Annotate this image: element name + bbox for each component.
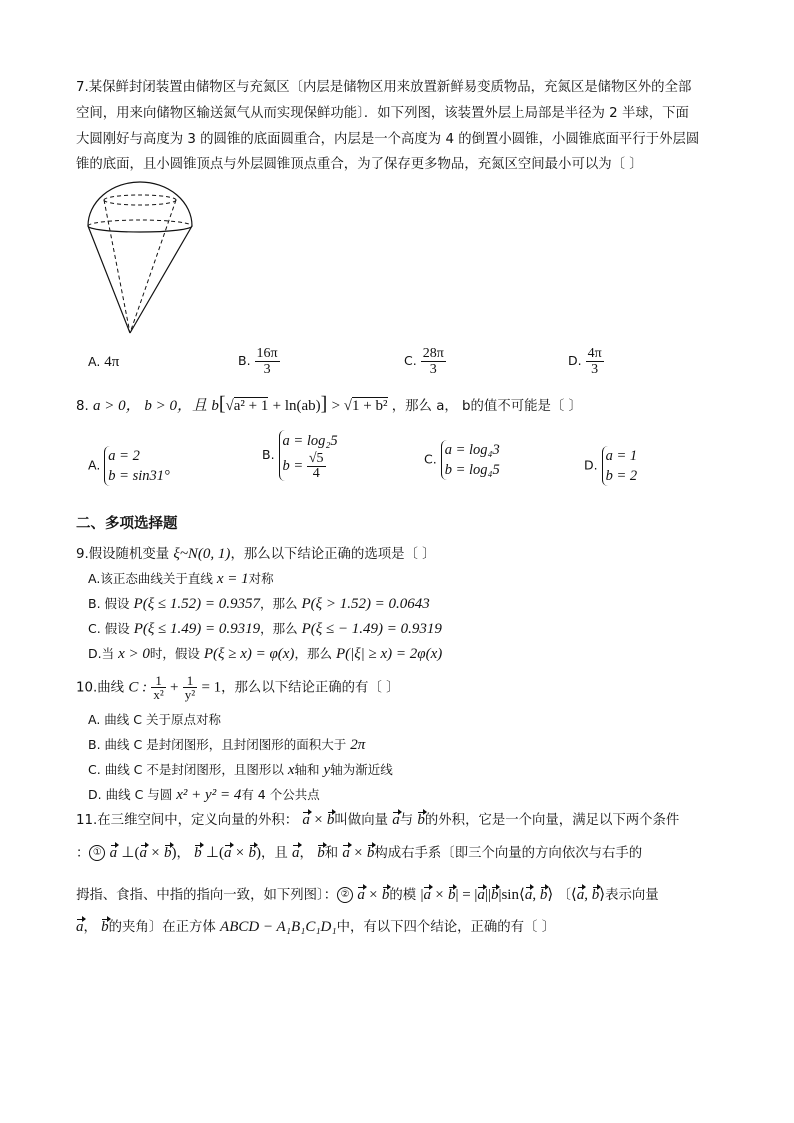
equation-system: a = 1 b = 2 <box>602 446 638 486</box>
q10-option-c[interactable]: C. 曲线 C 不是封闭图形，且图形以 x轴和 y轴为渐近线 <box>88 762 393 778</box>
option-label: A. <box>88 354 101 369</box>
equation-system: a = log₄3 b = log₄5 <box>441 440 500 480</box>
option-value: 4π <box>104 354 120 370</box>
q7-line-2: 空间，用来向储物区输送氮气从而实现保鲜功能〕．如下列图，该装置外层上局部是半径为 2 半球，下面 <box>76 106 689 121</box>
equation-system: a = log₂5 b = $\frac{√5}{4}$ <box>279 430 338 481</box>
q9-stem: 9.假设随机变量 ξ~N(0, 1)，那么以下结论正确的选项是〔 〕 <box>76 546 436 562</box>
q9-option-a[interactable]: A.该正态曲线关于直线 x = 1对称 <box>88 571 274 587</box>
option-label: B. <box>262 447 275 462</box>
option-label: B. <box>238 353 251 368</box>
q8-option-a[interactable] <box>88 446 170 486</box>
q7-option-a[interactable] <box>88 354 119 371</box>
q7-option-b[interactable] <box>238 346 280 377</box>
q11-line-1: 11.在三维空间中，定义向量的外积： a × b叫做向量 a与 b的外积，它是一个向量，满足以下两个条件 <box>76 812 680 828</box>
q9-option-d[interactable]: D.当 x > 0时，假设 P(ξ ≥ x) = φ(x)，那么 P(|ξ| ≥ x) = 2φ(x) <box>88 646 443 662</box>
q11-line-2: ： ① a ⊥(a × b)， b ⊥(a × b)，且 a， b和 a × b构成右手系〔即三个向量的方向依次与右手的 <box>76 845 643 861</box>
option-label: C. <box>424 451 437 467</box>
q9-option-c[interactable]: C. 假设 P(ξ ≤ 1.49) = 0.9319，那么 P(ξ ≤ − 1.49) = 0.9319 <box>88 621 442 637</box>
fraction: $\frac{28\pi}{3}$ <box>422 346 444 377</box>
hemisphere-cone-figure <box>82 180 222 340</box>
q7-line-4: 锥的底面，且小圆锥顶点与外层圆锥顶点重合，为了保存更多物品，充氮区空间最小可以为〔 〕 <box>76 157 643 172</box>
q9-option-b[interactable]: B. 假设 P(ξ ≤ 1.52) = 0.9357，那么 P(ξ > 1.52) = 0.0643 <box>88 596 430 612</box>
section-heading: 二、多项选择题 <box>76 516 178 532</box>
q11-line-4: a， b的夹角〕在正方体 ABCD − A₁B₁C₁D₁中，有以下四个结论，正确的有〔 〕 <box>76 919 556 935</box>
q8-stem: 8. a > 0， b > 0，且 b[√a² + 1 + ln(ab)] > √1 + b² ，那么 a， b的值不可能是〔 〕 <box>76 393 582 415</box>
q7-option-d[interactable] <box>568 346 604 377</box>
q10-stem: 10.曲线 C : $\frac{1}{\text{x²}}$ + $\frac{1}{\text{y²}}$ = 1，那么以下结论正确的有〔 〕 <box>76 673 400 702</box>
q8-option-b[interactable] <box>262 430 338 481</box>
q7-line-3: 大圆刚好与高度为 3 的圆锥的底面圆重合，内层是一个高度为 4 的倒置小圆锥，小圆锥底面平行于外层圆 <box>76 132 700 147</box>
equation-system: a = 2 b = sin31° <box>104 446 170 486</box>
q10-option-a[interactable]: A. 曲线 C 关于原点对称 <box>88 712 221 727</box>
q10-option-b[interactable]: B. 曲线 C 是封闭图形，且封闭图形的面积大于 2π <box>88 737 366 753</box>
fraction: $\frac{16\pi}{3}$ <box>256 346 278 377</box>
option-label: D. <box>568 353 582 368</box>
q8-option-d[interactable] <box>584 446 637 486</box>
q8-option-c[interactable] <box>424 440 500 480</box>
q7-option-c[interactable] <box>404 346 446 377</box>
q11-line-3: 拇指、食指、中指的指向一致，如下列图〕： ② a × b的模 |a × b| = |a||b|sin⟨a, b⟩ 〔⟨a, b⟩表示向量 <box>76 887 659 903</box>
option-label: A. <box>88 457 101 473</box>
fraction: $\frac{4\pi}{3}$ <box>587 346 602 377</box>
option-label: D. <box>584 457 598 473</box>
q10-option-d[interactable]: D. 曲线 C 与圆 x² + y² = 4有 4 个公共点 <box>88 787 320 803</box>
q7-line-1: 7.某保鲜封闭装置由储物区与充氮区〔内层是储物区用来放置新鲜易变质物品，充氮区是储物区外的全部 <box>76 80 692 95</box>
option-label: C. <box>404 353 417 368</box>
